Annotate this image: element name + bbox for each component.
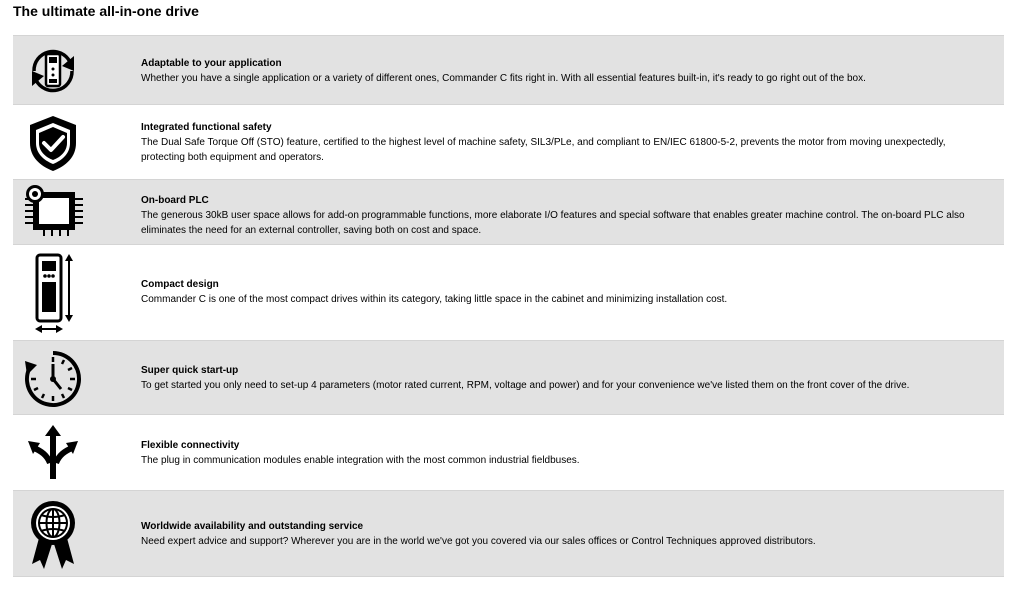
feature-title-adaptable: Adaptable to your application <box>141 58 282 69</box>
page-title: The ultimate all-in-one drive <box>13 3 199 19</box>
compact-drive-icon <box>17 252 89 334</box>
feature-title-connectivity: Flexible connectivity <box>141 440 240 451</box>
feature-row-startup <box>13 340 1004 415</box>
feature-row-plc <box>13 179 1004 245</box>
feature-title-startup: Super quick start-up <box>141 365 239 376</box>
feature-title-plc: On-board PLC <box>141 195 209 206</box>
feature-desc-startup: To get started you only need to set-up 4 parameters (motor rated current, RPM, voltage and power) and for your convenience we've listed them on the front cover of the drive. <box>141 380 910 391</box>
feature-title-safety: Integrated functional safety <box>141 122 272 133</box>
feature-row-safety <box>13 106 1004 179</box>
globe-ribbon-icon <box>17 497 89 573</box>
feature-desc-connectivity: The plug in communication modules enable integration with the most common industrial fieldbuses. <box>141 455 580 466</box>
feature-desc-safety: The Dual Safe Torque Off (STO) feature, certified to the highest level of machine safety, SIL3/PLe, and compliant to EN/IEC 61800-5-2, prevents the motor from moving unexpectedly, protecting both equipment and operators. <box>141 137 946 163</box>
feature-row-worldwide <box>13 490 1004 577</box>
feature-desc-compact: Commander C is one of the most compact drives within its category, taking little space in the cabinet and minimizing installation cost. <box>141 294 728 305</box>
adaptable-cycle-icon <box>17 40 89 102</box>
feature-title-worldwide: Worldwide availability and outstanding service <box>141 521 364 532</box>
feature-row-adaptable <box>13 35 1004 105</box>
feature-desc-worldwide: Need expert advice and support? Wherever you are in the world we've got you covered via our sales offices or Control Techniques approved distributors. <box>141 536 816 547</box>
clock-icon <box>17 346 89 411</box>
shield-check-icon <box>17 111 89 175</box>
three-way-arrows-icon <box>17 422 89 482</box>
feature-row-connectivity <box>13 416 1004 489</box>
feature-row-compact <box>13 246 1004 339</box>
feature-desc-plc: The generous 30kB user space allows for add-on programmable functions, more elaborate I/O features and special software that enables greater machine control. The on-board PLC also eliminates the need for an external controller, saving both on cost and space. <box>141 210 965 236</box>
feature-title-compact: Compact design <box>141 279 219 290</box>
plc-board-icon <box>17 183 89 241</box>
feature-desc-adaptable: Whether you have a single application or a variety of different ones, Commander C fits right in. With all essential features built-in, it's ready to go right out of the box. <box>141 73 866 84</box>
